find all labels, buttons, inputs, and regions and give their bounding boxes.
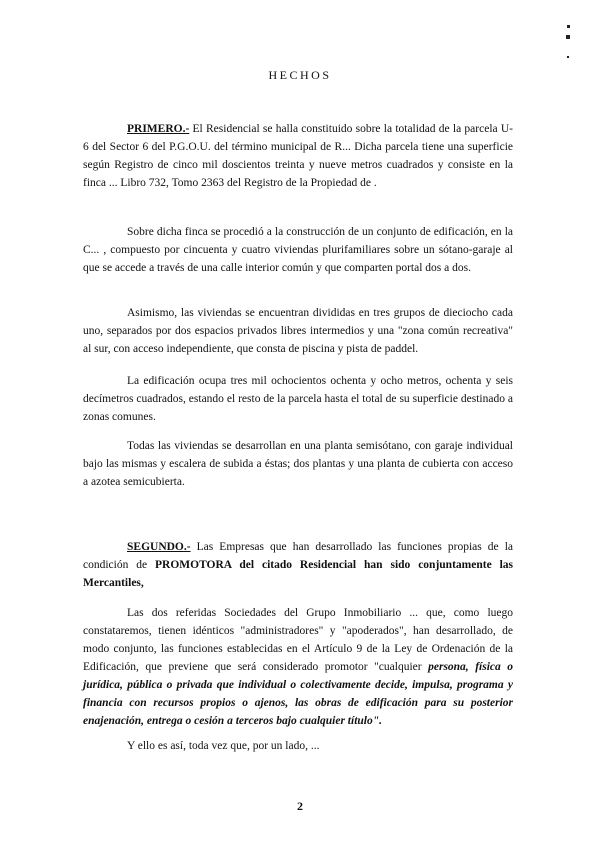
paragraph-bold-text: PROMOTORA del citado Residencial han sido conjuntamente las Mercantiles, — [83, 559, 513, 589]
paragraph-label: SEGUNDO.- — [127, 541, 191, 553]
paragraph-closing: Y ello es así, toda vez que, por un lado, ... — [127, 740, 320, 752]
paragraph-segundo — [83, 538, 513, 592]
paragraph-text: Las Empresas que han desarrollado las funciones propias de la condición de — [83, 541, 513, 571]
page-number: 2 — [297, 799, 303, 813]
paragraph-italic-quote: persona, física o jurídica, pública o privada que individual o colectivamente decide, impulsa, programa y financia con recursos propios o ajenos, las obras de edificación para su posterior enajenación, entrega o cesión a terceros bajo cualquier título". — [83, 661, 514, 727]
paragraph-companies — [83, 604, 513, 730]
document-heading: HECHOS — [268, 68, 332, 82]
paragraph-construction: Sobre dicha finca se procedió a la construcción de un conjunto de edificación, en la C... , compuesto por cincuenta y cuatro viviendas plurifamiliares sobre un sótano-garaje al que se accede a través de una calle interior común y que comparten portal dos a dos. — [83, 226, 513, 274]
paragraph-groups: Asimismo, las viviendas se encuentran divididas en tres grupos de dieciocho cada uno, separados por dos espacios privados libres intermedios y una "zona común recreativa" al sur, con acceso independiente, que consta de piscina y pista de paddel. — [83, 307, 513, 355]
paragraph-text: El Residencial se halla constituido sobre la totalidad de la parcela U-6 del Sector 6 del P.G.O.U. del término municipal de R... Dicha parcela tiene una superficie según Registro de cinco mil doscientos treinta y nueve metros cuadrados y consiste en la finca ... Libro 732, Tomo 2363 del Registro de la Propiedad de . — [83, 123, 513, 189]
margin-mark — [566, 35, 570, 39]
paragraph-label: PRIMERO.- — [127, 123, 190, 135]
margin-mark — [567, 56, 569, 58]
paragraph-text: Las dos referidas Sociedades del Grupo Inmobiliario ... que, como luego constataremos, tienen idénticos "administradores" y "apoderados", han desarrollado, de modo conjunto, las funciones establecidas en el Artículo 9 de la Ley de Ordenación de la Edificación, que previene que será considerado promotor "cualquier — [83, 607, 513, 673]
paragraph-floors: Todas las viviendas se desarrollan en una planta semisótano, con garaje individual bajo las mismas y escalera de subida a éstas; dos plantas y una planta de cubierta con acceso a azotea semicubierta. — [83, 440, 513, 488]
paragraph-primero — [83, 120, 513, 192]
margin-mark — [567, 25, 570, 28]
paragraph-surface: La edificación ocupa tres mil ochocientos ochenta y ocho metros, ochenta y seis decímetros cuadrados, estando el resto de la parcela hasta el total de su superficie destinado a zonas comunes. — [83, 375, 513, 423]
